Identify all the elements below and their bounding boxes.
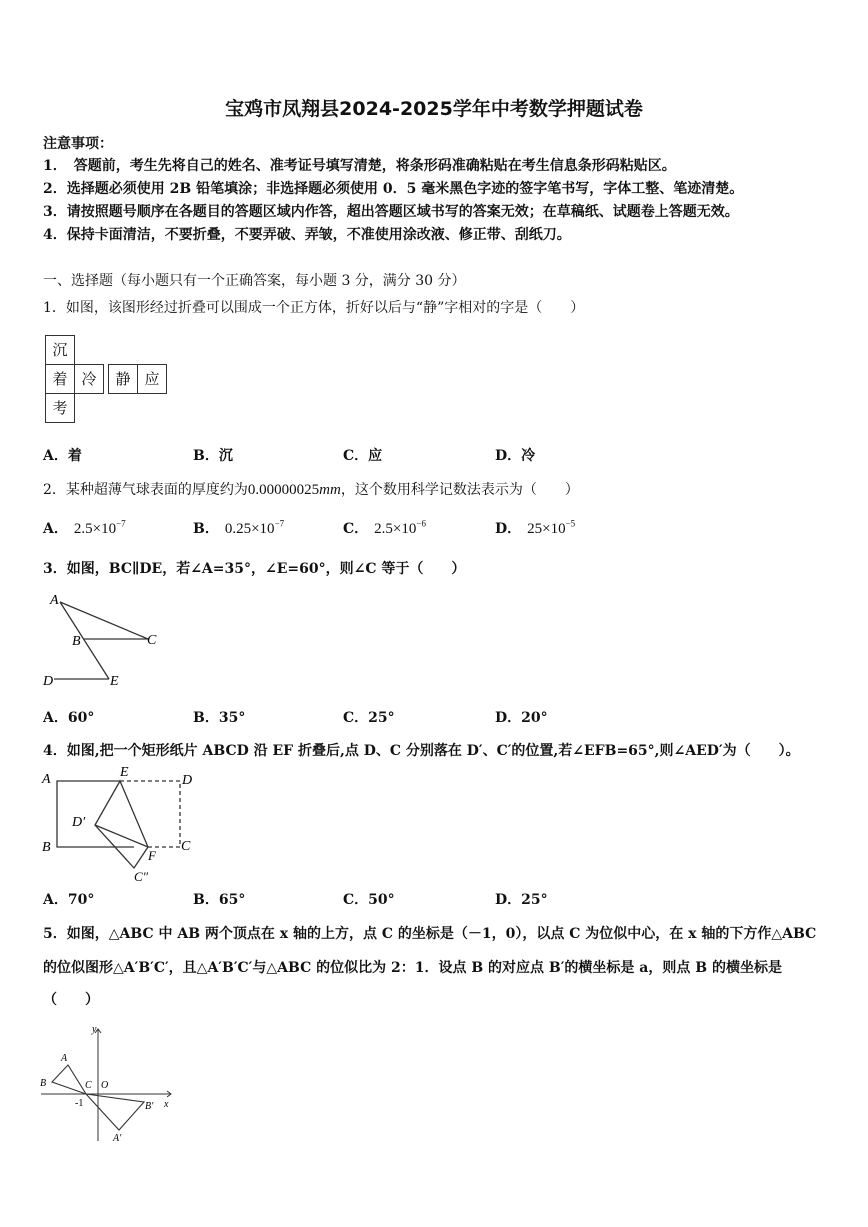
label-a: A bbox=[61, 1053, 68, 1064]
label-c: C bbox=[85, 1080, 92, 1091]
q3-option-b: B．35° bbox=[193, 710, 246, 726]
q1-option-b: B．沉 bbox=[193, 448, 233, 464]
rect-solid bbox=[57, 781, 134, 847]
q2-stem-post: ，这个数用科学记数法表示为（ ） bbox=[340, 482, 579, 498]
q1-stem: 1．如图，该图形经过折叠可以围成一个正方体，折好以后与“静”字相对的字是（ ） bbox=[43, 300, 585, 316]
label-b: B bbox=[42, 840, 51, 855]
label-a: A bbox=[50, 593, 59, 608]
label-b-prime: B′ bbox=[145, 1101, 154, 1112]
q2-stem bbox=[43, 479, 579, 499]
q2-option-a: A． $2.5\times 10^{-7}$ bbox=[43, 518, 126, 537]
q1-option-a: A．着 bbox=[43, 448, 82, 464]
q2-stem-number: 0.00000025 bbox=[247, 482, 320, 498]
rect-dashed bbox=[120, 781, 180, 847]
q1-option-d: D．冷 bbox=[495, 448, 536, 464]
q2-option-d: D． $25\times 10^{-5}$ bbox=[495, 518, 576, 537]
q4-figure bbox=[36, 765, 201, 883]
q3-option-d: D．20° bbox=[495, 710, 548, 726]
page-title: 宝鸡市凤翔县2024-2025学年中考数学押题试卷 bbox=[225, 98, 643, 120]
q2-option-b: B． $0.25\times 10^{-7}$ bbox=[193, 518, 285, 537]
q2-option-c: C． $2.5\times 10^{-6}$ bbox=[343, 518, 426, 537]
net-cell: 考 bbox=[45, 393, 75, 423]
folded-part bbox=[95, 781, 148, 868]
label-x: x bbox=[164, 1099, 169, 1110]
q4-option-a: A．70° bbox=[43, 892, 95, 908]
q4-stem: 4．如图,把一个矩形纸片 ABCD 沿 EF 折叠后,点 D、C 分别落在 D′、C′的位置,若∠EFB=65°,则∠AED′为（ ）。 bbox=[43, 743, 800, 759]
label-d-prime: D′ bbox=[72, 815, 86, 830]
q4-option-c: C．50° bbox=[343, 892, 395, 908]
q3-figure bbox=[40, 590, 165, 690]
q5-stem-line-3: （ ） bbox=[43, 992, 99, 1008]
q3-stem: 3．如图，BC∥DE，若∠A=35°，∠E=60°，则∠C 等于（ ） bbox=[43, 561, 466, 577]
q1-option-c: C．应 bbox=[343, 448, 383, 464]
label-y: y bbox=[92, 1024, 97, 1035]
q3-option-a: A．60° bbox=[43, 710, 95, 726]
net-cell: 静 bbox=[108, 364, 138, 394]
net-cell: 沉 bbox=[45, 335, 75, 365]
label-c-prime: C″ bbox=[134, 869, 149, 883]
section-heading: 一、选择题（每小题只有一个正确答案，每小题 3 分，满分 30 分） bbox=[43, 273, 466, 289]
q4-option-d: D．25° bbox=[495, 892, 548, 908]
net-cell: 着 bbox=[45, 364, 75, 394]
label-e: E bbox=[120, 765, 129, 780]
q5-stem-line-2: 的位似图形△A′B′C′，且△A′B′C′与△ABC 的位似比为 2：1．设点 B 的对应点 B′的横坐标是 a，则点 B 的横坐标是 bbox=[43, 960, 782, 976]
net-cell: 应 bbox=[137, 364, 167, 394]
q5-stem-line-1: 5．如图，△ABC 中 AB 两个顶点在 x 轴的上方，点 C 的坐标是（－1，0），以点 C 为位似中心，在 x 轴的下方作△ABC bbox=[43, 926, 817, 942]
notice-item-4: 4．保持卡面清洁，不要折叠，不要弄破、弄皱，不准使用涂改液、修正带、刮纸刀。 bbox=[43, 227, 571, 243]
label-b: B bbox=[40, 1078, 47, 1089]
q4-option-b: B．65° bbox=[193, 892, 246, 908]
net-cell: 冷 bbox=[74, 364, 104, 394]
q2-stem-unit: mm bbox=[319, 482, 341, 498]
triangle-abc bbox=[52, 1065, 86, 1094]
notice-item-2: 2．选择题必须使用 2B 铅笔填涂；非选择题必须使用 0．5 毫米黑色字迹的签字笔书写，字体工整、笔迹清楚。 bbox=[43, 181, 744, 197]
label-c: C bbox=[181, 839, 191, 854]
notice-item-1: 1． 答题前，考生先将自己的姓名、准考证号填写清楚，将条形码准确粘贴在考生信息条形码粘贴区。 bbox=[43, 158, 676, 174]
q2-stem-pre: 2．某种超薄气球表面的厚度约为 bbox=[43, 482, 248, 498]
label-o: O bbox=[101, 1080, 109, 1091]
notice-heading: 注意事项： bbox=[43, 136, 113, 152]
line-ae bbox=[60, 602, 109, 679]
label-a-prime: A′ bbox=[113, 1133, 122, 1144]
label-minus-one: -1 bbox=[75, 1098, 84, 1109]
q5-figure bbox=[38, 1023, 178, 1145]
label-f: F bbox=[148, 848, 156, 863]
notice-item-3: 3．请按照题号顺序在各题目的答题区域内作答，超出答题区域书写的答案无效；在草稿纸、试题卷上答题无效。 bbox=[43, 204, 739, 220]
label-d: D bbox=[43, 674, 54, 689]
label-d: D bbox=[182, 773, 193, 788]
q3-option-c: C．25° bbox=[343, 710, 395, 726]
label-c: C bbox=[147, 633, 157, 648]
triangle-a1b1c1 bbox=[86, 1094, 144, 1130]
label-b: B bbox=[72, 634, 81, 649]
label-a: A bbox=[42, 772, 51, 787]
label-e: E bbox=[110, 674, 119, 689]
